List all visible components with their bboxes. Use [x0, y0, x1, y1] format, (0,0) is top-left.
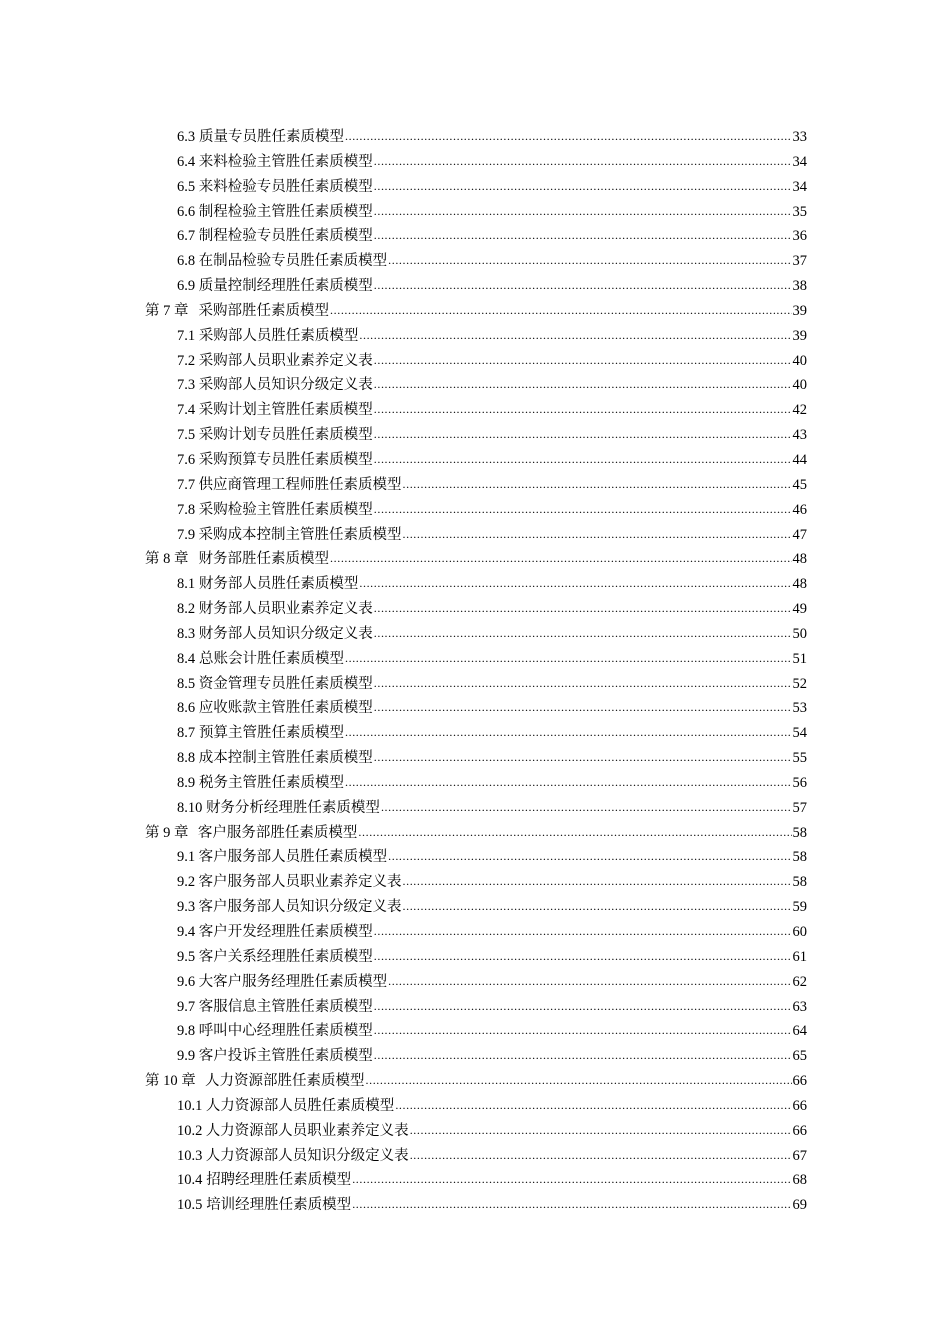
- toc-entry-number: 9.2: [177, 874, 196, 891]
- toc-section-entry[interactable]: [145, 995, 807, 1020]
- toc-entry-number: 10.2: [177, 1122, 203, 1139]
- dot-leader: [374, 596, 792, 621]
- toc-section-entry[interactable]: [145, 150, 807, 175]
- toc-entry-number: 8.10: [177, 799, 203, 816]
- dot-leader: [388, 969, 791, 994]
- toc-page-number: 65: [792, 1048, 807, 1065]
- toc-section-entry[interactable]: [145, 200, 807, 225]
- toc-page-number: 40: [792, 352, 807, 369]
- dot-leader: [388, 844, 791, 869]
- toc-section-entry[interactable]: [145, 1094, 807, 1119]
- toc-section-entry[interactable]: [145, 721, 807, 746]
- toc-section-entry[interactable]: [145, 224, 807, 249]
- toc-entry-title: 财务部人员职业素养定义表: [198, 601, 373, 618]
- dot-leader: [359, 571, 791, 596]
- toc-entry-number: 8.5: [177, 675, 196, 692]
- dot-leader: [374, 149, 792, 174]
- toc-page-number: 47: [792, 526, 807, 543]
- toc-entry-title: 预算主管胜任素质模型: [199, 725, 344, 742]
- toc-page-number: 57: [792, 799, 807, 816]
- toc-entry-number: 7.9: [177, 526, 196, 543]
- toc-page-number: 48: [792, 551, 807, 568]
- dot-leader: [330, 546, 791, 571]
- dot-leader: [403, 522, 792, 547]
- toc-chapter-entry[interactable]: [145, 547, 807, 572]
- toc-entry-number: 8.8: [177, 750, 196, 767]
- toc-entry-title: 供应商管理工程师胜任素质模型: [198, 476, 402, 493]
- toc-section-entry[interactable]: [145, 373, 807, 398]
- toc-entry-title: 人力资源部人员职业素养定义表: [205, 1122, 409, 1139]
- dot-leader: [366, 1068, 792, 1093]
- toc-entry-title: 人力资源部人员知识分级定义表: [205, 1147, 409, 1164]
- toc-entry-title: 招聘经理胜任素质模型: [206, 1172, 352, 1189]
- toc-entry-number: 8.7: [177, 725, 196, 742]
- toc-section-entry[interactable]: [145, 597, 807, 622]
- toc-entry-title: 人力资源部人员胜任素质模型: [205, 1097, 395, 1114]
- toc-entry-number: 6.7: [177, 228, 196, 245]
- toc-entry-title: 成本控制主管胜任素质模型: [198, 750, 373, 767]
- toc-entry-number: 9.3: [177, 899, 196, 916]
- dot-leader: [352, 1192, 791, 1217]
- toc-entry-number: 8.3: [177, 625, 196, 642]
- toc-chapter-entry[interactable]: [145, 1069, 807, 1094]
- toc-page-number: 69: [792, 1197, 807, 1214]
- dot-leader: [374, 919, 792, 944]
- dot-leader: [374, 497, 792, 522]
- dot-leader: [388, 248, 791, 273]
- toc-entry-number: 6.3: [177, 129, 196, 145]
- table-of-contents: [145, 125, 807, 1218]
- dot-leader: [374, 447, 792, 472]
- toc-entry-number: 9.4: [177, 924, 196, 940]
- dot-leader: [395, 1093, 791, 1118]
- toc-section-entry[interactable]: [145, 448, 807, 473]
- toc-entry-title: 应收账款主管胜任素质模型: [198, 700, 373, 717]
- dot-leader: [403, 894, 792, 919]
- dot-leader: [410, 1118, 792, 1143]
- toc-page-number: 66: [792, 1122, 807, 1139]
- toc-entry-number: 10.1: [177, 1097, 203, 1114]
- toc-entry-number: 10.5: [177, 1197, 203, 1214]
- toc-page-number: 43: [792, 427, 807, 444]
- toc-entry-title: 客户服务部人员知识分级定义表: [198, 899, 402, 916]
- dot-leader: [358, 820, 791, 845]
- toc-section-entry[interactable]: [145, 746, 807, 771]
- toc-section-entry[interactable]: [145, 1119, 807, 1144]
- toc-page-number: 39: [792, 327, 807, 344]
- toc-page-number: 60: [792, 924, 807, 940]
- toc-entry-title: 资金管理专员胜任素质模型: [198, 675, 373, 692]
- toc-page-number: 49: [792, 601, 807, 618]
- toc-section-entry[interactable]: [145, 1144, 807, 1169]
- toc-page-number: 48: [792, 576, 807, 593]
- dot-leader: [345, 720, 792, 745]
- dot-leader: [374, 348, 792, 373]
- dot-leader: [374, 944, 792, 969]
- toc-entry-number: 8.4: [177, 650, 196, 667]
- toc-entry-number: 第 10 章: [145, 1073, 196, 1090]
- dot-leader: [359, 323, 791, 348]
- toc-page-number: 61: [792, 948, 807, 965]
- toc-page-number: 54: [792, 725, 807, 742]
- toc-page-number: 52: [792, 675, 807, 692]
- toc-entry-number: 9.6: [177, 973, 196, 990]
- dot-leader: [374, 273, 792, 298]
- toc-entry-title: 采购检验主管胜任素质模型: [198, 501, 373, 518]
- toc-entry-number: 7.1: [177, 327, 196, 344]
- toc-section-entry[interactable]: [145, 1168, 807, 1193]
- toc-section-entry[interactable]: [145, 920, 807, 945]
- toc-page-number: 68: [792, 1172, 807, 1189]
- toc-section-entry[interactable]: [145, 125, 807, 150]
- dot-leader: [345, 124, 792, 149]
- toc-entry-title: 客户开发经理胜任素质模型: [198, 924, 373, 940]
- toc-section-entry[interactable]: [145, 796, 807, 821]
- toc-entry-title: 采购部人员知识分级定义表: [198, 377, 373, 394]
- dot-leader: [374, 695, 792, 720]
- toc-section-entry[interactable]: [145, 523, 807, 548]
- toc-entry-title: 培训经理胜任素质模型: [206, 1197, 352, 1214]
- toc-page-number: 58: [792, 824, 807, 841]
- toc-entry-number: 第 9 章: [145, 824, 189, 841]
- toc-section-entry[interactable]: [145, 1044, 807, 1069]
- toc-page-number: 63: [792, 998, 807, 1015]
- toc-page-number: 67: [792, 1147, 807, 1164]
- toc-entry-number: 7.3: [177, 377, 196, 394]
- toc-entry-number: 9.7: [177, 998, 196, 1015]
- toc-entry-title: 客户关系经理胜任素质模型: [198, 948, 373, 965]
- dot-leader: [374, 174, 792, 199]
- toc-section-entry[interactable]: [145, 895, 807, 920]
- toc-entry-title: 税务主管胜任素质模型: [199, 774, 344, 791]
- dot-leader: [374, 994, 792, 1019]
- toc-page-number: 34: [792, 153, 807, 170]
- toc-entry-number: 6.9: [177, 278, 196, 295]
- toc-page-number: 56: [792, 774, 807, 791]
- toc-page-number: 38: [792, 278, 807, 295]
- toc-section-entry[interactable]: [145, 349, 807, 374]
- toc-entry-number: 7.7: [177, 476, 196, 493]
- toc-page-number: 51: [792, 650, 807, 667]
- dot-leader: [381, 795, 792, 820]
- toc-entry-number: 6.5: [177, 178, 196, 195]
- toc-entry-number: 第 8 章: [145, 551, 189, 568]
- dot-leader: [330, 298, 791, 323]
- toc-chapter-entry[interactable]: [145, 821, 807, 846]
- toc-entry-title: 客户服务部胜任素质模型: [197, 824, 358, 841]
- toc-entry-title: 客户投诉主管胜任素质模型: [198, 1048, 373, 1065]
- toc-page-number: 44: [792, 451, 807, 468]
- toc-page-number: 66: [792, 1097, 807, 1114]
- dot-leader: [352, 1167, 791, 1192]
- toc-entry-number: 9.8: [177, 1023, 196, 1040]
- toc-entry-title: 采购部人员职业素养定义表: [198, 352, 373, 369]
- toc-page-number: 66: [792, 1073, 807, 1090]
- toc-entry-number: 8.2: [177, 601, 196, 618]
- toc-entry-title: 制程检验主管胜任素质模型: [198, 203, 373, 220]
- toc-section-entry[interactable]: [145, 175, 807, 200]
- toc-page-number: 34: [792, 178, 807, 195]
- toc-section-entry[interactable]: [145, 274, 807, 299]
- toc-entry-title: 采购成本控制主管胜任素质模型: [198, 526, 402, 543]
- toc-page-number: 64: [792, 1023, 807, 1040]
- toc-entry-number: 8.9: [177, 774, 196, 791]
- toc-page-number: 58: [792, 849, 807, 866]
- toc-entry-number: 9.5: [177, 948, 196, 965]
- toc-entry-number: 9.1: [177, 849, 196, 866]
- toc-page-number: 46: [792, 501, 807, 518]
- toc-entry-title: 采购预算专员胜任素质模型: [198, 451, 373, 468]
- toc-entry-title: 来料检验主管胜任素质模型: [198, 153, 373, 170]
- toc-entry-title: 财务部胜任素质模型: [198, 551, 330, 568]
- toc-entry-title: 在制品检验专员胜任素质模型: [198, 253, 388, 270]
- toc-page-number: 36: [792, 228, 807, 245]
- toc-section-entry[interactable]: [145, 1193, 807, 1218]
- dot-leader: [374, 1043, 792, 1068]
- toc-page-number: 40: [792, 377, 807, 394]
- toc-section-entry[interactable]: [145, 498, 807, 523]
- toc-section-entry[interactable]: [145, 647, 807, 672]
- toc-section-entry[interactable]: [145, 970, 807, 995]
- toc-entry-title: 财务分析经理胜任素质模型: [205, 799, 380, 816]
- toc-section-entry[interactable]: [145, 771, 807, 796]
- toc-chapter-entry[interactable]: [145, 299, 807, 324]
- toc-entry-number: 7.5: [177, 427, 196, 444]
- toc-entry-title: 采购计划主管胜任素质模型: [198, 402, 373, 419]
- toc-section-entry[interactable]: [145, 398, 807, 423]
- toc-entry-number: 7.2: [177, 352, 196, 369]
- toc-section-entry[interactable]: [145, 672, 807, 697]
- toc-entry-title: 总账会计胜任素质模型: [199, 650, 344, 667]
- toc-entry-number: 7.4: [177, 402, 196, 419]
- dot-leader: [374, 223, 792, 248]
- toc-entry-title: 大客户服务经理胜任素质模型: [198, 973, 388, 990]
- toc-entry-number: 第 7 章: [145, 302, 189, 319]
- toc-section-entry[interactable]: [145, 622, 807, 647]
- toc-section-entry[interactable]: [145, 845, 807, 870]
- toc-page-number: 42: [792, 402, 807, 419]
- toc-entry-number: 7.8: [177, 501, 196, 518]
- toc-entry-title: 客服信息主管胜任素质模型: [198, 998, 373, 1015]
- dot-leader: [403, 472, 792, 497]
- toc-page-number: 45: [792, 476, 807, 493]
- toc-section-entry[interactable]: [145, 870, 807, 895]
- toc-entry-title: 采购部人员胜任素质模型: [198, 327, 359, 344]
- toc-entry-title: 客户服务部人员职业素养定义表: [198, 874, 402, 891]
- toc-page-number: 53: [792, 700, 807, 717]
- toc-page-number: 55: [792, 750, 807, 767]
- toc-section-entry[interactable]: [145, 945, 807, 970]
- toc-entry-title: 采购部胜任素质模型: [198, 302, 330, 319]
- toc-section-entry[interactable]: [145, 572, 807, 597]
- dot-leader: [345, 770, 792, 795]
- dot-leader: [374, 372, 792, 397]
- dot-leader: [374, 397, 792, 422]
- toc-entry-title: 客户服务部人员胜任素质模型: [198, 849, 388, 866]
- dot-leader: [345, 646, 792, 671]
- toc-section-entry[interactable]: [145, 249, 807, 274]
- toc-entry-title: 制程检验专员胜任素质模型: [198, 228, 373, 245]
- toc-page-number: 59: [792, 899, 807, 916]
- toc-page-number: 37: [792, 253, 807, 270]
- toc-entry-title: 来料检验专员胜任素质模型: [198, 178, 373, 195]
- toc-section-entry[interactable]: [145, 423, 807, 448]
- toc-entry-number: 10.3: [177, 1147, 203, 1164]
- toc-entry-title: 质量控制经理胜任素质模型: [198, 278, 373, 295]
- toc-section-entry[interactable]: [145, 696, 807, 721]
- toc-entry-number: 6.8: [177, 253, 196, 270]
- toc-page-number: 58: [792, 874, 807, 891]
- toc-entry-title: 财务部人员胜任素质模型: [198, 576, 359, 593]
- toc-entry-number: 8.1: [177, 576, 196, 593]
- dot-leader: [410, 1143, 792, 1168]
- toc-entry-title: 质量专员胜任素质模型: [199, 129, 344, 145]
- dot-leader: [374, 621, 792, 646]
- toc-entry-title: 采购计划专员胜任素质模型: [198, 427, 373, 444]
- dot-leader: [374, 671, 792, 696]
- toc-entry-title: 呼叫中心经理胜任素质模型: [198, 1023, 373, 1040]
- toc-page-number: 33: [792, 129, 807, 145]
- toc-section-entry[interactable]: [145, 473, 807, 498]
- toc-entry-number: 10.4: [177, 1172, 203, 1189]
- toc-entry-title: 财务部人员知识分级定义表: [198, 625, 373, 642]
- dot-leader: [374, 422, 792, 447]
- toc-page-number: 50: [792, 625, 807, 642]
- toc-entry-number: 8.6: [177, 700, 196, 717]
- toc-page-number: 39: [792, 302, 807, 319]
- toc-entry-number: 9.9: [177, 1048, 196, 1065]
- toc-entry-number: 6.6: [177, 203, 196, 220]
- toc-entry-number: 6.4: [177, 153, 196, 170]
- toc-page-number: 62: [792, 973, 807, 990]
- dot-leader: [374, 745, 792, 770]
- toc-section-entry[interactable]: [145, 324, 807, 349]
- dot-leader: [403, 869, 792, 894]
- dot-leader: [374, 1018, 792, 1043]
- toc-entry-number: 7.6: [177, 451, 196, 468]
- toc-page-number: 35: [792, 203, 807, 220]
- dot-leader: [374, 199, 792, 224]
- toc-section-entry[interactable]: [145, 1019, 807, 1044]
- toc-entry-title: 人力资源部胜任素质模型: [205, 1073, 365, 1090]
